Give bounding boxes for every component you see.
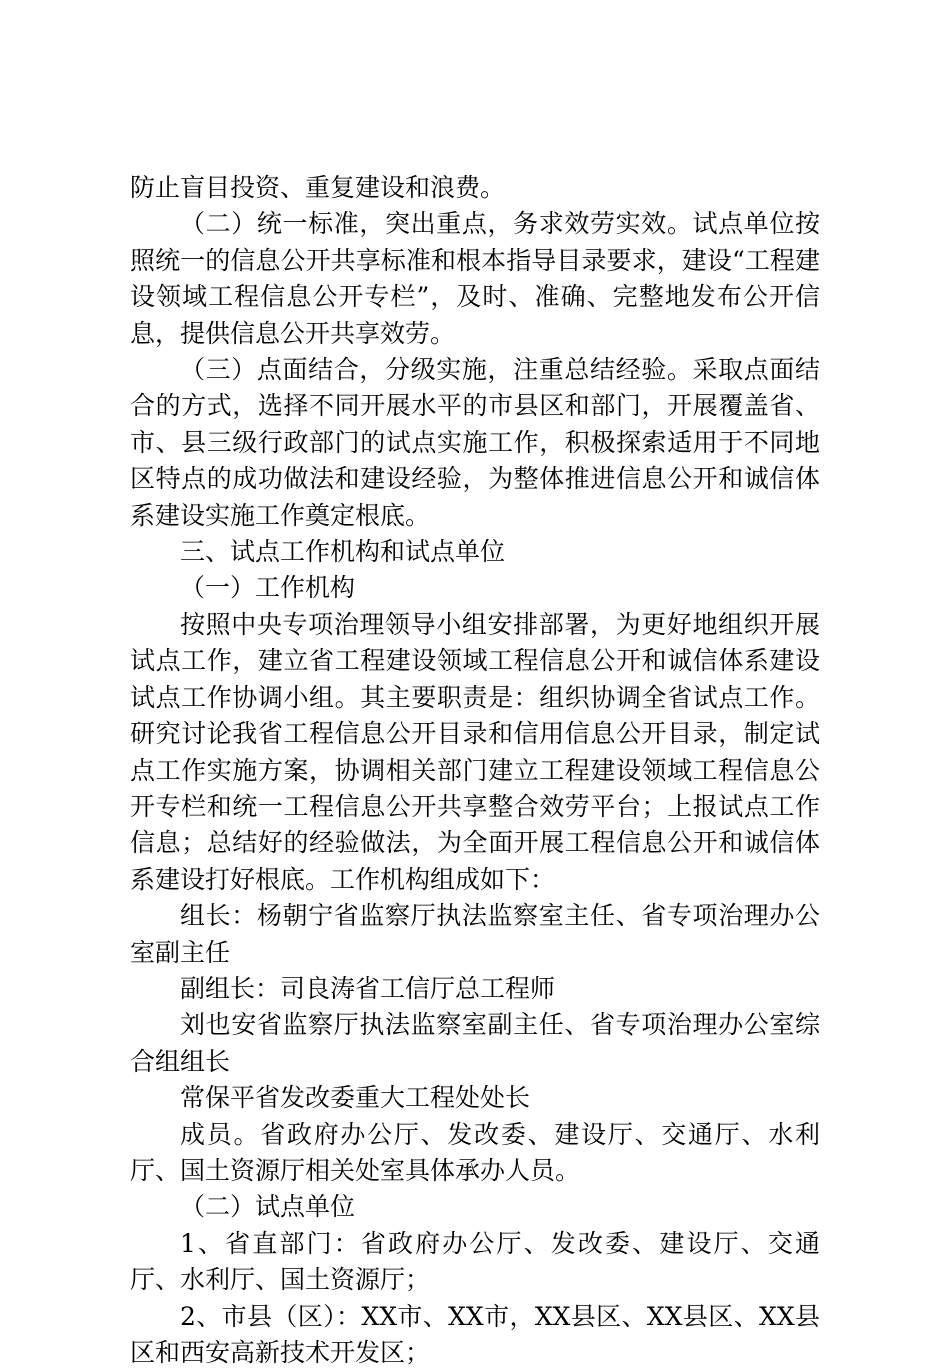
paragraph-work-org: 按照中央专项治理领导小组安排部署，为更好地组织开展试点工作，建立省工程建设领域工程信息公开和诚信体系建设试点工作协调小组。其主要职责是：组织协调全省试点工作。研究讨论我省工程信息公开目录和信用信息公开目录，制定试点工作实施方案，协调相关部门建立工程建设领域工程信息公开专栏和统一工程信息公开共享整合效劳平台；上报试点工作信息；总结好的经验做法，为全面开展工程信息公开和诚信体系建设打好根底。工作机构组成如下： [130,609,820,894]
member-leader: 组长：杨朝宁省监察厅执法监察室主任、省专项治理办公室副主任 [130,901,820,967]
document-page [130,170,820,1371]
paragraph-3: （三）点面结合，分级实施，注重总结经验。采取点面结合的方式，选择不同开展水平的市县区和部门，开展覆盖省、市、县三级行政部门的试点实施工作，积极探索适用于不同地区特点的成功做法和建设经验，为整体推进信息公开和诚信体系建设实施工作奠定根底。 [130,355,820,530]
member-deputy-2: 刘也安省监察厅执法监察室副主任、省专项治理办公室综合组组长 [130,1010,820,1076]
section-heading-3: 三、试点工作机构和试点单位 [180,537,506,567]
subsection-heading-pilot-units: （二）试点单位 [180,1192,356,1222]
pilot-units-cities: 2、市县（区）：XX市、XX市，XX县区、XX县区、XX县区和西安高新技术开发区； [130,1301,820,1367]
paragraph-2: （二）统一标准，突出重点，务求效劳实效。试点单位按照统一的信息公开共享标准和根本指导目录要求，建设“工程建设领域工程信息公开专栏”，及时、准确、完整地发布公开信息，提供信息公开共享效劳。 [130,209,820,348]
member-deputy-3: 常保平省发改委重大工程处处长 [180,1083,531,1113]
paragraph-1: 防止盲目投资、重复建设和浪费。 [130,173,506,202]
subsection-heading-work-org: （一）工作机构 [180,573,356,603]
member-deputy-leader: 副组长：司良涛省工信厅总工程师 [180,973,556,1003]
pilot-units-provincial: 1、省直部门：省政府办公厅、发改委、建设厅、交通厅、水利厅、国土资源厅； [130,1228,820,1295]
members-list: 成员。省政府办公厅、发改委、建设厅、交通厅、水利厅、国土资源厅相关处室具体承办人员。 [130,1119,820,1185]
